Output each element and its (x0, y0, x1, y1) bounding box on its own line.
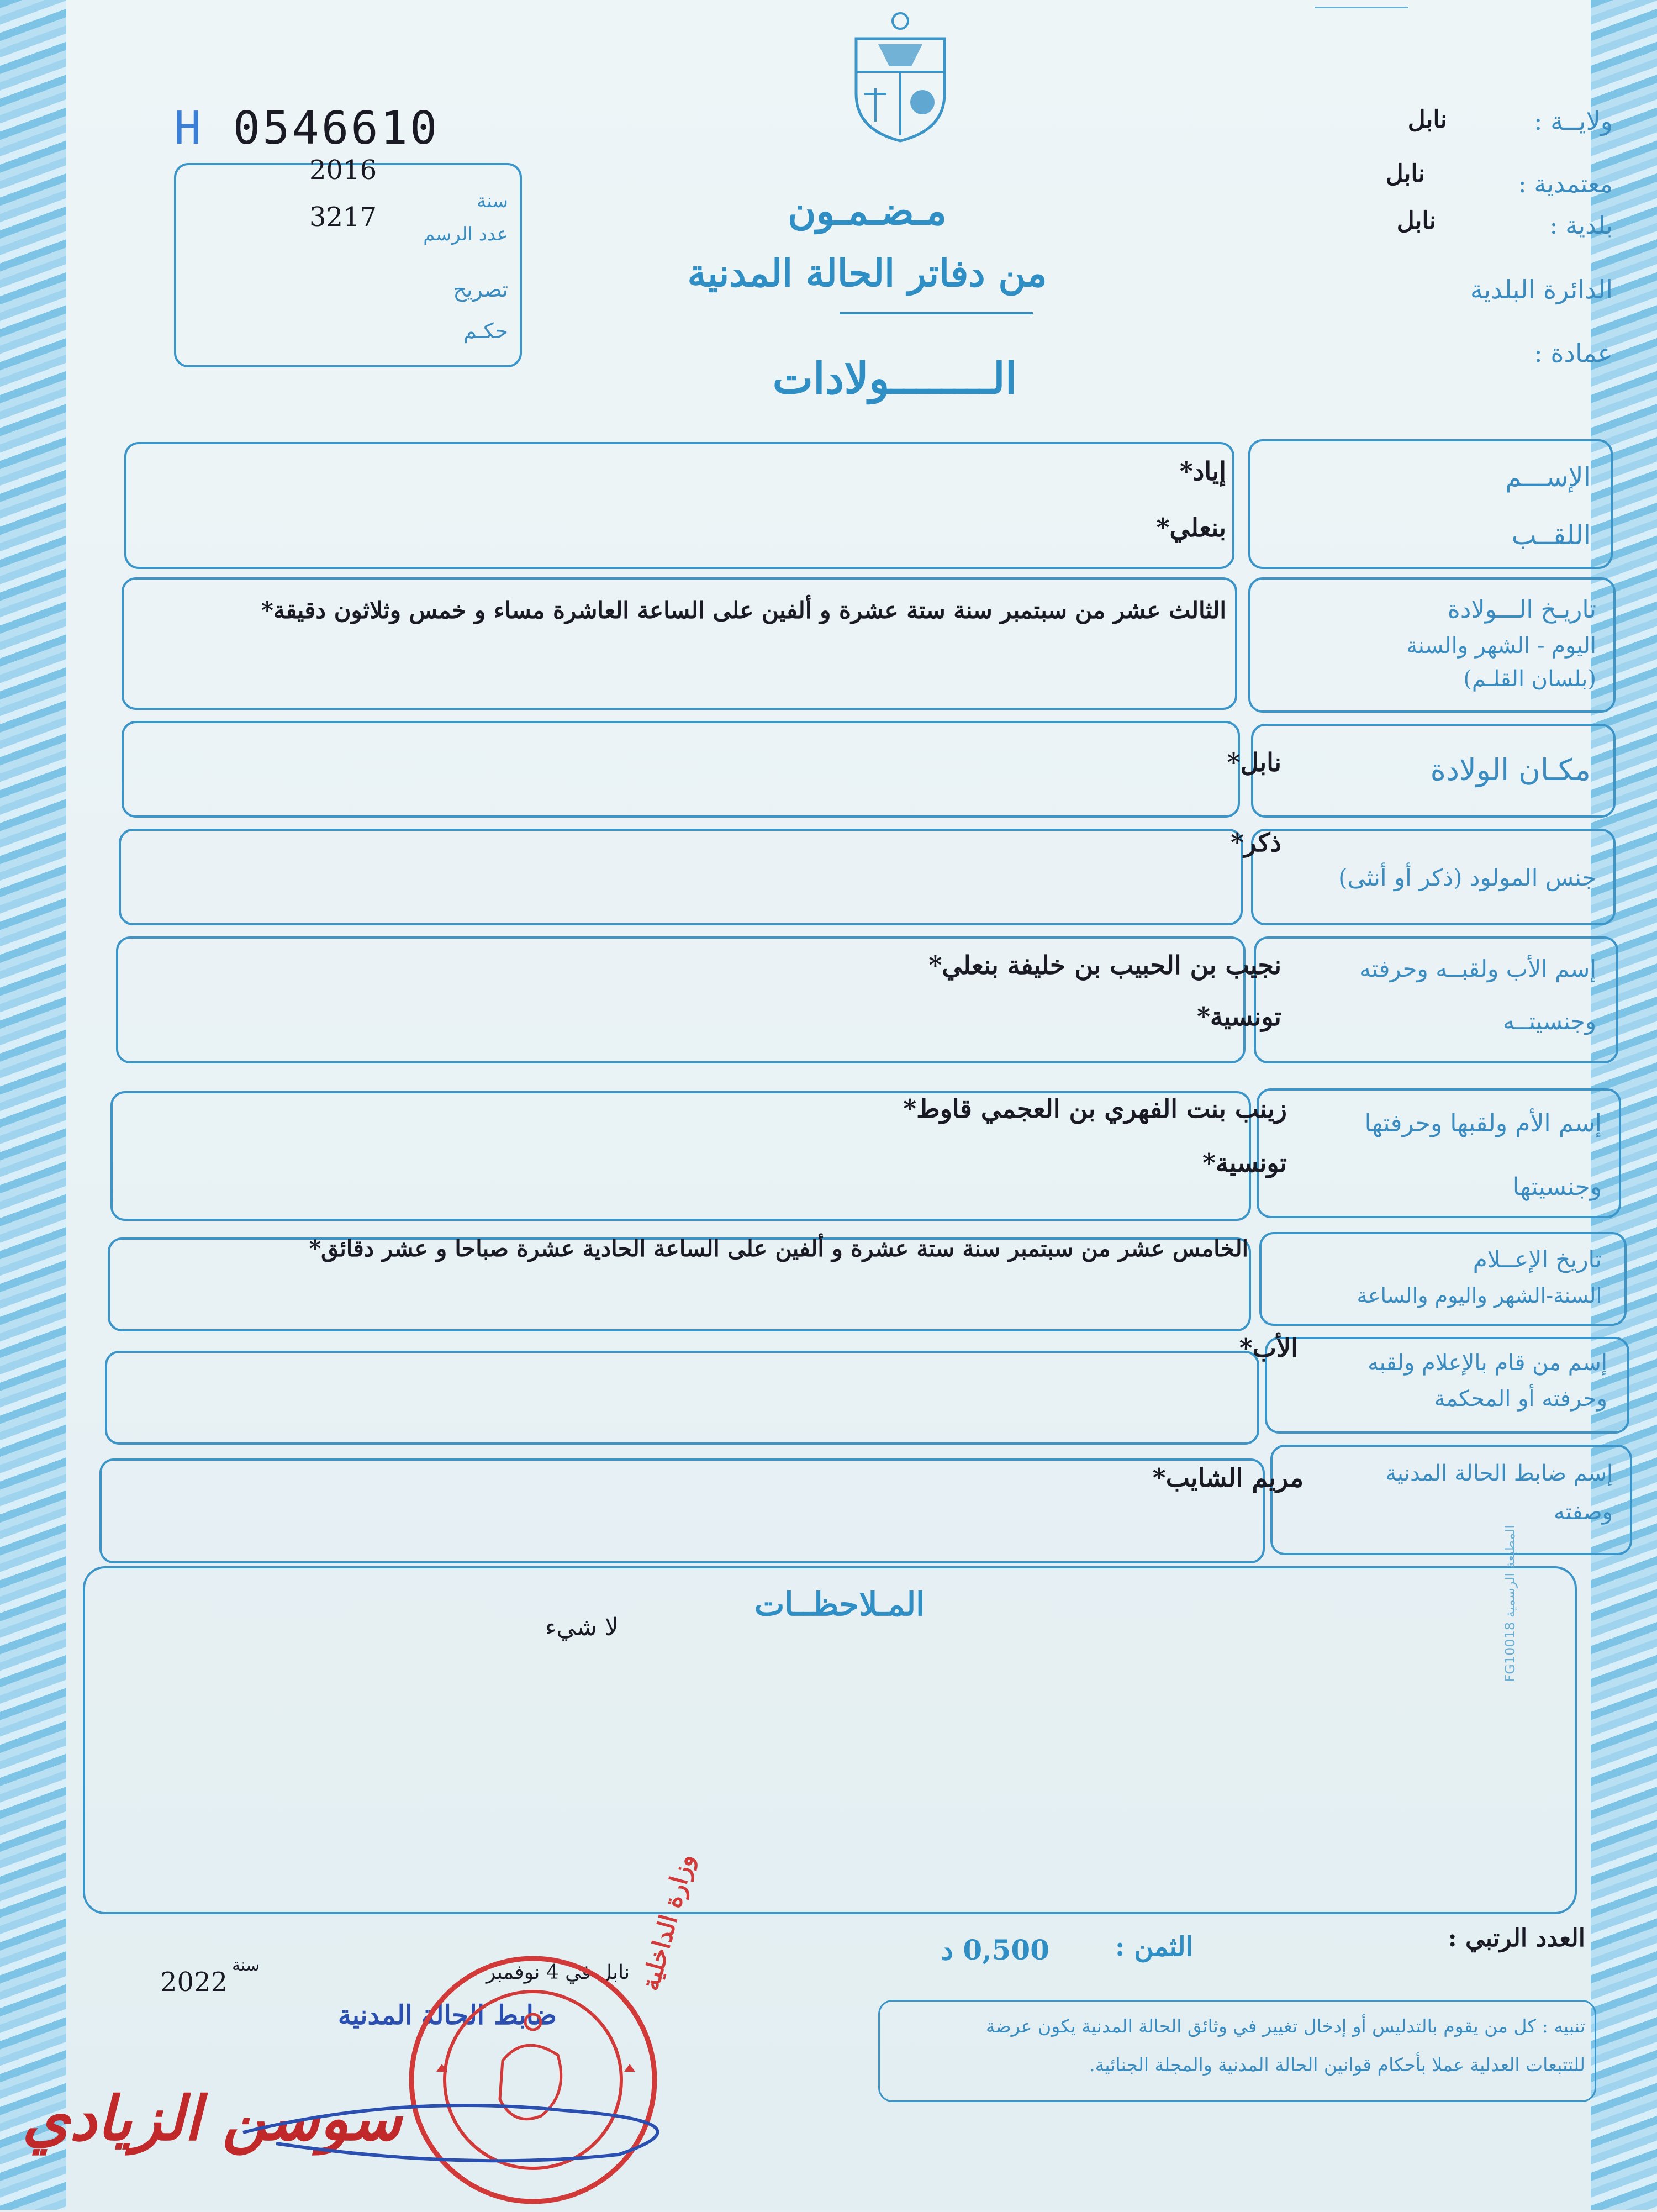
surname-label: اللقــب (1511, 520, 1591, 551)
document-page (22, 0, 1613, 2210)
serial-digits: 0546610 (233, 102, 440, 155)
district-label: الدائرة البلدية (1470, 275, 1613, 304)
reg-year-label: سنة (477, 190, 508, 212)
governorate-label: ولايــة : (1534, 106, 1613, 136)
declaration-date-label-line2: السنة-الشهر واليوم والساعة (1357, 1283, 1602, 1308)
father-name-value: نجيب بن الحبيب بن خليفة بنعلي* (928, 950, 1281, 980)
price-value: 0,500 د (941, 1934, 1049, 1966)
birthdate-label-line2: اليوم - الشهر والسنة (1406, 633, 1596, 659)
sex-label: جنس المولود (ذكر أو أنثى) (1338, 864, 1596, 891)
document-title-line2: من دفاتر الحالة المدنية (687, 251, 1047, 296)
reg-year-value: 2016 (309, 155, 377, 186)
father-label-line2: وجنسيتــه (1503, 1008, 1596, 1035)
price-label: الثمن : (1115, 1931, 1193, 1962)
municipality-value: نابل (1396, 207, 1436, 235)
declarant-label-line2: وحرفته أو المحكمة (1434, 1386, 1607, 1412)
declaration-date-value: الخامس عشر من سبتمبر سنة ستة عشرة و ألفين على الساعة الحادية عشرة صباحا و عشر دقائق* (309, 1235, 1248, 1262)
document-title-line1: مـضـمـون (788, 188, 947, 234)
municipality-label: بلدية : (1549, 212, 1613, 240)
order-number-label: العدد الرتبي : (1448, 1924, 1585, 1952)
title-underline (840, 312, 1033, 314)
sex-value: ذكر* (1231, 828, 1281, 857)
issue-year-value: 2022 (160, 1967, 228, 1998)
officer-label-line1: إسم ضابط الحالة المدنية (1385, 1461, 1613, 1486)
notice-line-1: تنبيه : كل من يقوم بالتدليس أو إدخال تغيير في وثائق الحالة المدنية يكون عرضة (985, 2015, 1585, 2037)
declaration-date-label-line1: تاريخ الإعــلام (1473, 1246, 1602, 1273)
officer-title-footer: ضابط الحالة المدنية (337, 2000, 557, 2031)
declarant-value: الأب* (1239, 1333, 1298, 1363)
mother-nationality-value: تونسية* (1202, 1148, 1287, 1178)
declarant-label-line1: إسم من قام بالإعلام ولقبه (1368, 1350, 1607, 1376)
mother-label-line1: إسم الأم ولقبها وحرفتها (1364, 1109, 1602, 1137)
delegation-value: نابل (1385, 160, 1425, 188)
birthdate-value: الثالث عشر من سبتمبر سنة ستة عشرة و ألفين على الساعة العاشرة مساء و خمس وثلاثون دقيقة* (261, 597, 1226, 624)
notice-line-2: للتتبعات العدلية عملا بأحكام قوانين الحالة المدنية والمجلة الجنائية. (1089, 2054, 1585, 2076)
surname-value: بنعلي* (1156, 513, 1226, 543)
coat-of-arms-emblem (845, 11, 956, 144)
issue-place-date: نابل في 4 نوفمبر (486, 1961, 630, 1984)
reg-number-label: عدد الرسم (423, 223, 508, 245)
father-nationality-value: تونسية* (1196, 1002, 1281, 1031)
mother-label-line2: وجنسيتها (1512, 1173, 1602, 1201)
officer-signature: سوسن الزيادي (22, 2083, 402, 2154)
remarks-value: لا شيء (545, 1613, 619, 1641)
delegation-label: معتمدية : (1518, 170, 1613, 198)
birthplace-label: مكـان الولادة (1430, 752, 1591, 787)
birthplace-value: نابل* (1227, 747, 1281, 777)
birthdate-label-line1: تاريـخ الـــولادة (1447, 596, 1596, 624)
mother-name-value: زينب بنت الفهري بن العجمي قاوط* (903, 1094, 1287, 1124)
left-decorative-border (0, 0, 66, 2210)
father-label-line1: إسم الأب ولقبــه وحرفته (1359, 955, 1596, 982)
signature-stroke (232, 2083, 729, 2171)
serial-number (174, 102, 439, 155)
top-corner-mark (1315, 7, 1408, 13)
birthdate-label-line3: (بلسان القلـم) (1463, 666, 1596, 692)
serial-prefix: H (174, 102, 204, 155)
first-name-value: إياد* (1179, 456, 1226, 486)
issue-year-label: سنة (232, 1956, 260, 1975)
remarks-title: المـلاحظــات (754, 1586, 925, 1623)
reg-number-value: 3217 (309, 202, 377, 233)
sector-label: عمادة : (1534, 338, 1613, 368)
name-label: الإســـم (1505, 462, 1591, 493)
reg-declaration-label: تصريح (453, 277, 508, 302)
officer-value: مريم الشايب* (1152, 1463, 1304, 1493)
governorate-value: نابل (1407, 106, 1447, 134)
reg-ruling-label: حكـم (463, 319, 508, 343)
printer-mark: المطبعة الرسمية FG10018 (1502, 1525, 1518, 1682)
officer-label-line2: وصفته (1553, 1499, 1613, 1525)
stamp-text: وزارة الداخلية (636, 1851, 700, 1994)
section-title-births: الــــــــولادات (772, 354, 1017, 404)
